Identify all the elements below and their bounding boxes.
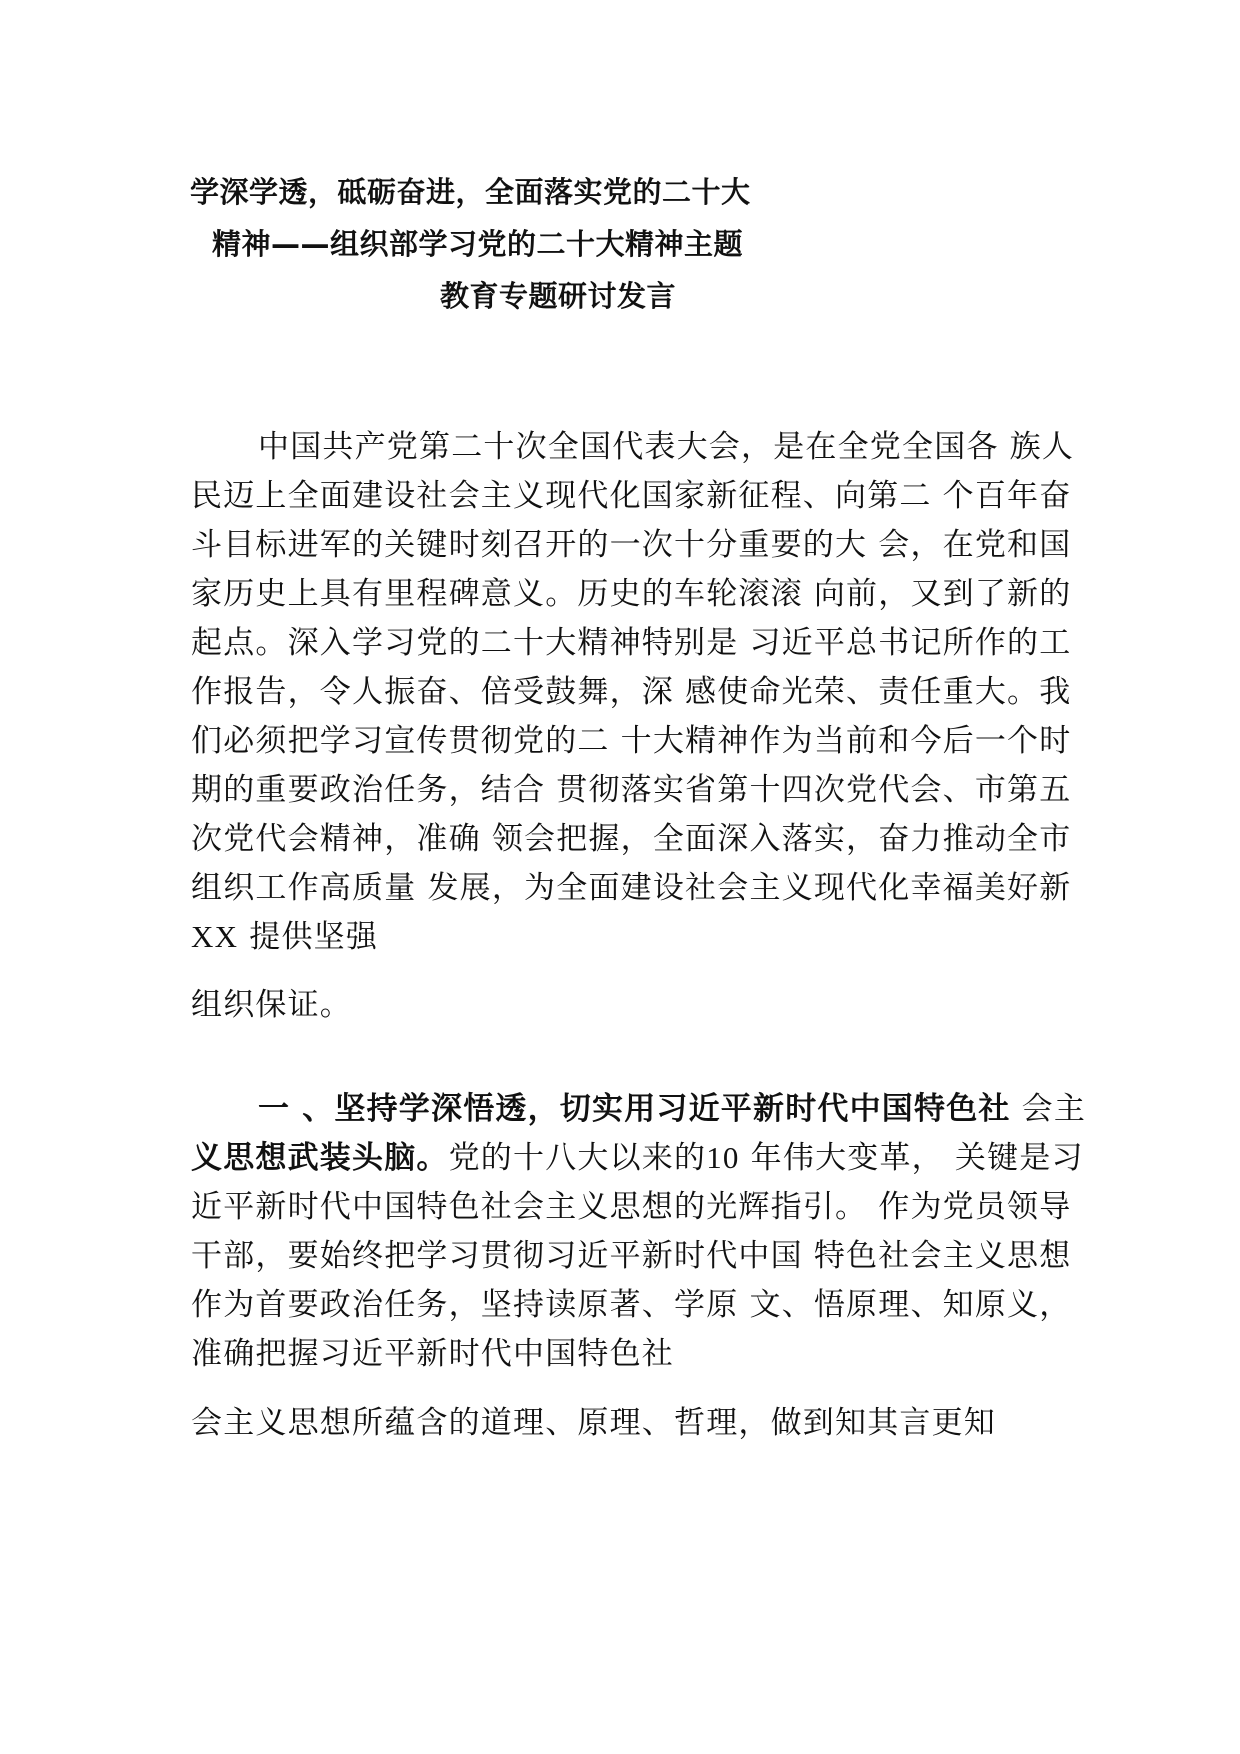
placeholder-city-name: XX: [191, 919, 239, 954]
section1-heading-bold: 一 、坚持学深悟透，切实用习近平新时代中国特色社: [258, 1091, 1011, 1127]
section1-heading-plain: 会主: [1010, 1091, 1087, 1127]
para1-line-11-text: 提供坚强: [238, 919, 379, 955]
para1-line-9: 次党代会精神，准确 领会把握，全面深入落实，奋力推动全市: [191, 821, 1072, 857]
para1-line-3: 斗目标进军的关键时刻召开的一次十分重要的大 会，在党和国: [191, 527, 1072, 563]
section1-heading-line-1: [258, 1088, 1086, 1130]
section1-line-2-number: 10: [706, 1140, 740, 1175]
para1-line-7: 们必须把学习宣传贯彻党的二 十大精神作为当前和今后一个时: [191, 723, 1072, 759]
title-line-2: 精神——组织部学习党的二十大精神主题: [212, 227, 744, 261]
para3-line-1: 会主义思想所蕴含的道理、原理、哲理，做到知其言更知: [191, 1405, 996, 1441]
para1-line-1: 中国共产党第二十次全国代表大会，是在全党全国各 族人: [258, 429, 1075, 465]
section1-line-3: 近平新时代中国特色社会主义思想的光辉指引。 作为党员领导: [191, 1189, 1072, 1225]
title-line-1: 学深学透，砥砺奋进，全面落实党的二十大: [190, 175, 751, 209]
para1-line-2: 民迈上全面建设社会主义现代化国家新征程、向第二 个百年奋: [191, 478, 1072, 514]
section1-line-5: 作为首要政治任务，坚持读原著、学原 文、悟原理、知原义，: [191, 1287, 1072, 1323]
section1-line-2-text-b: 年伟大变革， 关键是习: [739, 1140, 1084, 1176]
para1-line-6: 作报告，令人振奋、倍受鼓舞，深 感使命光荣、责任重大。我: [191, 674, 1072, 710]
section1-line-2: [191, 1137, 1084, 1179]
para1-line-11: [191, 916, 378, 958]
para1-line-4: 家历史上具有里程碑意义。历史的车轮滚滚 向前，又到了新的: [191, 576, 1072, 612]
para1-line-8: 期的重要政治任务，结合 贯彻落实省第十四次党代会、市第五: [191, 772, 1072, 808]
section1-line-2-text-a: 党的十八大以来的: [448, 1140, 707, 1176]
para1-line-10: 组织工作高质量 发展，为全面建设社会主义现代化幸福美好新: [191, 870, 1072, 906]
para1-line-5: 起点。深入学习党的二十大精神特别是 习近平总书记所作的工: [191, 625, 1072, 661]
para2-line-1: 组织保证。: [191, 987, 352, 1023]
section1-line-6: 准确把握习近平新时代中国特色社: [191, 1336, 674, 1372]
section1-heading-bold-end: 义思想武装头脑。: [191, 1140, 449, 1176]
title-line-3: 教育专题研讨发言: [440, 279, 677, 313]
section1-line-4: 干部，要始终把学习贯彻习近平新时代中国 特色社会主义思想: [191, 1238, 1072, 1274]
